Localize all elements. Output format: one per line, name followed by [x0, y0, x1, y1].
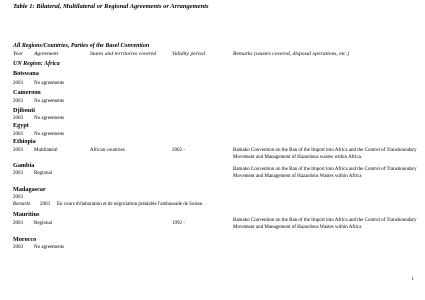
row-year: 2003	[13, 171, 23, 176]
header-validity: Validity period	[172, 51, 206, 57]
remarks-label: Remarks	[13, 202, 31, 207]
country-name: Morocco	[13, 236, 37, 243]
row-year: 2003	[13, 245, 23, 250]
row-agreement: Regional	[34, 221, 53, 226]
row-agreement: No agreements	[34, 81, 65, 86]
header-agreement: Agreement	[34, 51, 59, 57]
country-name: Botswana	[13, 70, 39, 77]
row-agreement: No agreements	[34, 99, 65, 104]
country-name: Djibouti	[13, 107, 36, 114]
row-agreement: No agreements	[34, 132, 65, 137]
region-label: UN Region: Africa	[13, 61, 60, 67]
table-subtitle: All Regions/Countries, Parties of the Basel Convention	[13, 43, 150, 49]
remarks-text: En cours d'élaboration et de négociation préalable l'ambassade de Suisse.	[57, 202, 204, 207]
header-states: States and territories covered	[90, 51, 157, 57]
country-name: Gambia	[13, 162, 35, 169]
row-remarks: Bamako Convention on the Ban of the Import into Africa and the Control of Transboundary Movement and Management of Hazardous wastes within Africa.	[233, 148, 417, 160]
row-states: African countries	[90, 148, 125, 153]
row-agreement: Multilateral	[34, 148, 58, 153]
country-name: Cameroon	[13, 89, 41, 96]
row-year: 2003	[13, 116, 23, 121]
row-year: 2003	[13, 81, 23, 86]
row-agreement: No agreements	[34, 116, 65, 121]
country-name: Ethiopia	[13, 138, 36, 145]
row-remarks: Bamako Convention on the Ban of the Import into Africa and the Control of Transboundary Movement and Management of Hazardous Wastes within Africa	[233, 218, 417, 230]
header-remarks: Remarks (wastes covered, disposal operations, etc.)	[233, 51, 349, 57]
row-year: 2003	[13, 221, 23, 226]
page-number: 1	[411, 277, 414, 282]
row-year: 2003	[13, 99, 23, 104]
row-agreement: Regional	[34, 171, 53, 176]
country-name: Egypt	[13, 122, 29, 129]
country-name: Madagascar	[13, 186, 46, 193]
row-year: 2003	[13, 195, 23, 200]
row-remarks: Bamako Convention on the Ban of the Import into Africa and the Control of Transboundary Movement and Management of Hazardous Wastes within Africa	[233, 167, 417, 179]
row-validity: 1992 -	[172, 221, 185, 226]
table-title: Table 1: Bilateral, Multilateral or Regional Agreements or Arrangements	[13, 3, 209, 10]
row-year: 2003	[13, 132, 23, 137]
row-agreement: No agreements	[34, 245, 65, 250]
remarks-year: 2003	[40, 202, 50, 207]
header-year: Year	[13, 51, 24, 57]
row-year: 2003	[13, 148, 23, 153]
country-name: Mauritius	[13, 211, 40, 218]
row-validity: 2002 -	[172, 148, 185, 153]
